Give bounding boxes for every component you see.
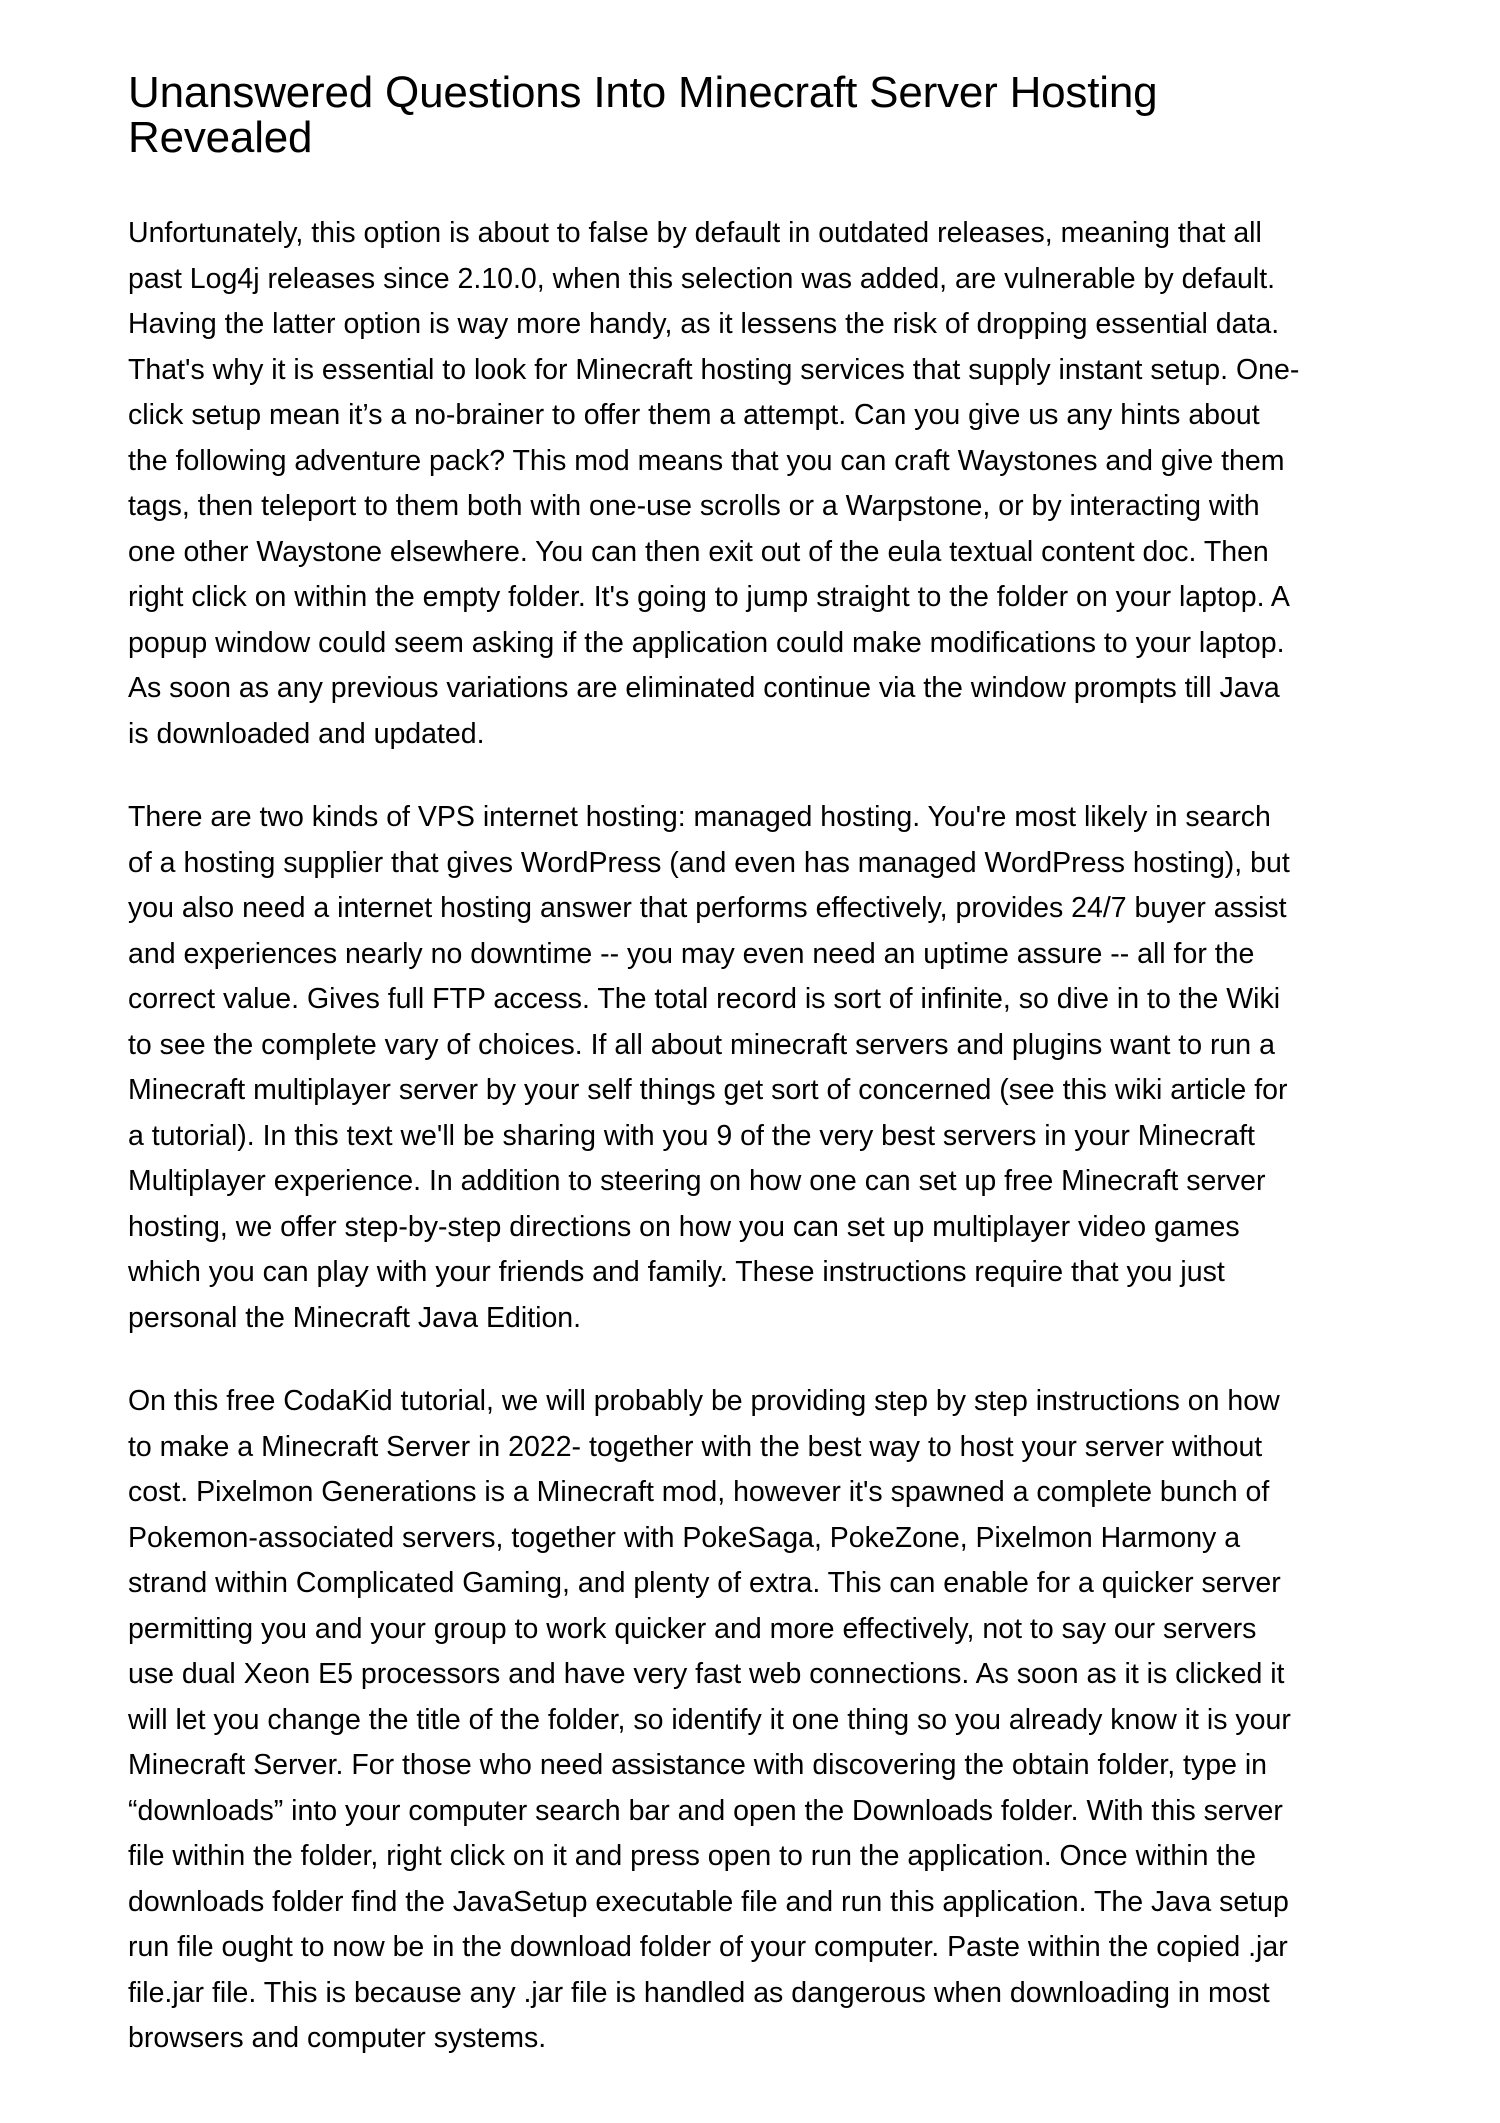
text-line: the following adventure pack? This mod means that you can craft Waystones and give them — [128, 444, 1285, 477]
text-line: Minecraft Server. For those who need assistance with discovering the obtain folder, type in — [128, 1749, 1268, 1781]
document-page — [128, 70, 1388, 2100]
text-line: Pokemon-associated servers, together with PokeSaga, PokeZone, Pixelmon Harmony a — [128, 1521, 1241, 1554]
text-line: “downloads” into your computer search bar and open the Downloads folder. With this server — [128, 1794, 1283, 1827]
paragraph-1 — [128, 211, 1388, 757]
text-line: correct value. Gives full FTP access. The total record is sort of infinite, so dive in to the Wiki — [128, 983, 1281, 1015]
text-line: and experiences nearly no downtime -- you may even need an uptime assure -- all for the — [128, 937, 1255, 970]
text-line: file within the folder, right click on it and press open to run the application. Once within the — [128, 1840, 1256, 1872]
text-line: tags, then teleport to them both with one-use scrolls or a Warpstone, or by interacting with — [128, 490, 1260, 522]
text-line: to see the complete vary of choices. If all about minecraft servers and plugins want to run a — [128, 1028, 1275, 1061]
text-line: permitting you and your group to work quicker and more effectively, not to say our servers — [128, 1612, 1257, 1645]
text-line: personal the Minecraft Java Edition. — [128, 1301, 582, 1334]
text-line: strand within Complicated Gaming, and plenty of extra. This can enable for a quicker server — [128, 1567, 1281, 1599]
text-line: There are two kinds of VPS internet hosting: managed hosting. You're most likely in search — [128, 801, 1271, 833]
text-line: you also need a internet hosting answer that performs effectively, provides 24/7 buyer assist — [128, 892, 1287, 924]
text-line: one other Waystone elsewhere. You can then exit out of the eula textual content doc. Then — [128, 535, 1269, 568]
text-line: On this free CodaKid tutorial, we will probably be providing step by step instructions on how — [128, 1385, 1280, 1417]
text-line: past Log4j releases since 2.10.0, when this selection was added, are vulnerable by default. — [128, 262, 1276, 295]
text-line: to make a Minecraft Server in 2022- together with the best way to host your server without — [128, 1430, 1263, 1463]
text-line: cost. Pixelmon Generations is a Minecraft mod, however it's spawned a complete bunch of — [128, 1476, 1270, 1508]
paragraph-3 — [128, 1379, 1388, 2062]
text-line: use dual Xeon E5 processors and have very fast web connections. As soon as it is clicked it — [128, 1658, 1285, 1690]
text-line: right click on within the empty folder. It's going to jump straight to the folder on your laptop. A — [128, 581, 1290, 613]
text-line: of a hosting supplier that gives WordPress (and even has managed WordPress hosting), but — [128, 846, 1290, 879]
page-title — [128, 70, 1388, 160]
text-line: downloads folder find the JavaSetup executable file and run this application. The Java setup — [128, 1885, 1289, 1918]
text-line: is downloaded and updated. — [128, 717, 485, 750]
text-line: file.jar file. This is because any .jar file is handled as dangerous when downloading in most — [128, 1976, 1270, 2009]
title-line: Revealed — [128, 113, 313, 162]
text-line: click setup mean it’s a no-brainer to offer them a attempt. Can you give us any hints about — [128, 399, 1260, 431]
text-line: Having the latter option is way more handy, as it lessens the risk of dropping essential data. — [128, 308, 1280, 340]
text-line: popup window could seem asking if the application could make modifications to your laptop. — [128, 626, 1285, 659]
paragraph-2 — [128, 795, 1388, 1341]
text-line: which you can play with your friends and family. These instructions require that you just — [128, 1256, 1225, 1288]
text-line: Multiplayer experience. In addition to steering on how one can set up free Minecraft server — [128, 1165, 1266, 1197]
text-line: hosting, we offer step-by-step directions on how you can set up multiplayer video games — [128, 1210, 1240, 1243]
title-line: Unanswered Questions Into Minecraft Server Hosting — [128, 68, 1158, 117]
text-line: Minecraft multiplayer server by your self things get sort of concerned (see this wiki article for — [128, 1074, 1288, 1106]
text-line: That's why it is essential to look for Minecraft hosting services that supply instant setup. One- — [128, 353, 1300, 386]
text-line: browsers and computer systems. — [128, 2022, 547, 2054]
text-line: Unfortunately, this option is about to false by default in outdated releases, meaning that all — [128, 217, 1262, 249]
text-line: a tutorial). In this text we'll be sharing with you 9 of the very best servers in your Minecraft — [128, 1119, 1255, 1152]
text-line: As soon as any previous variations are eliminated continue via the window prompts till Java — [128, 672, 1280, 704]
text-line: will let you change the title of the folder, so identify it one thing so you already know it is your — [128, 1703, 1291, 1736]
text-line: run file ought to now be in the download folder of your computer. Paste within the copied .jar — [128, 1931, 1288, 1963]
article-body — [128, 211, 1388, 2062]
